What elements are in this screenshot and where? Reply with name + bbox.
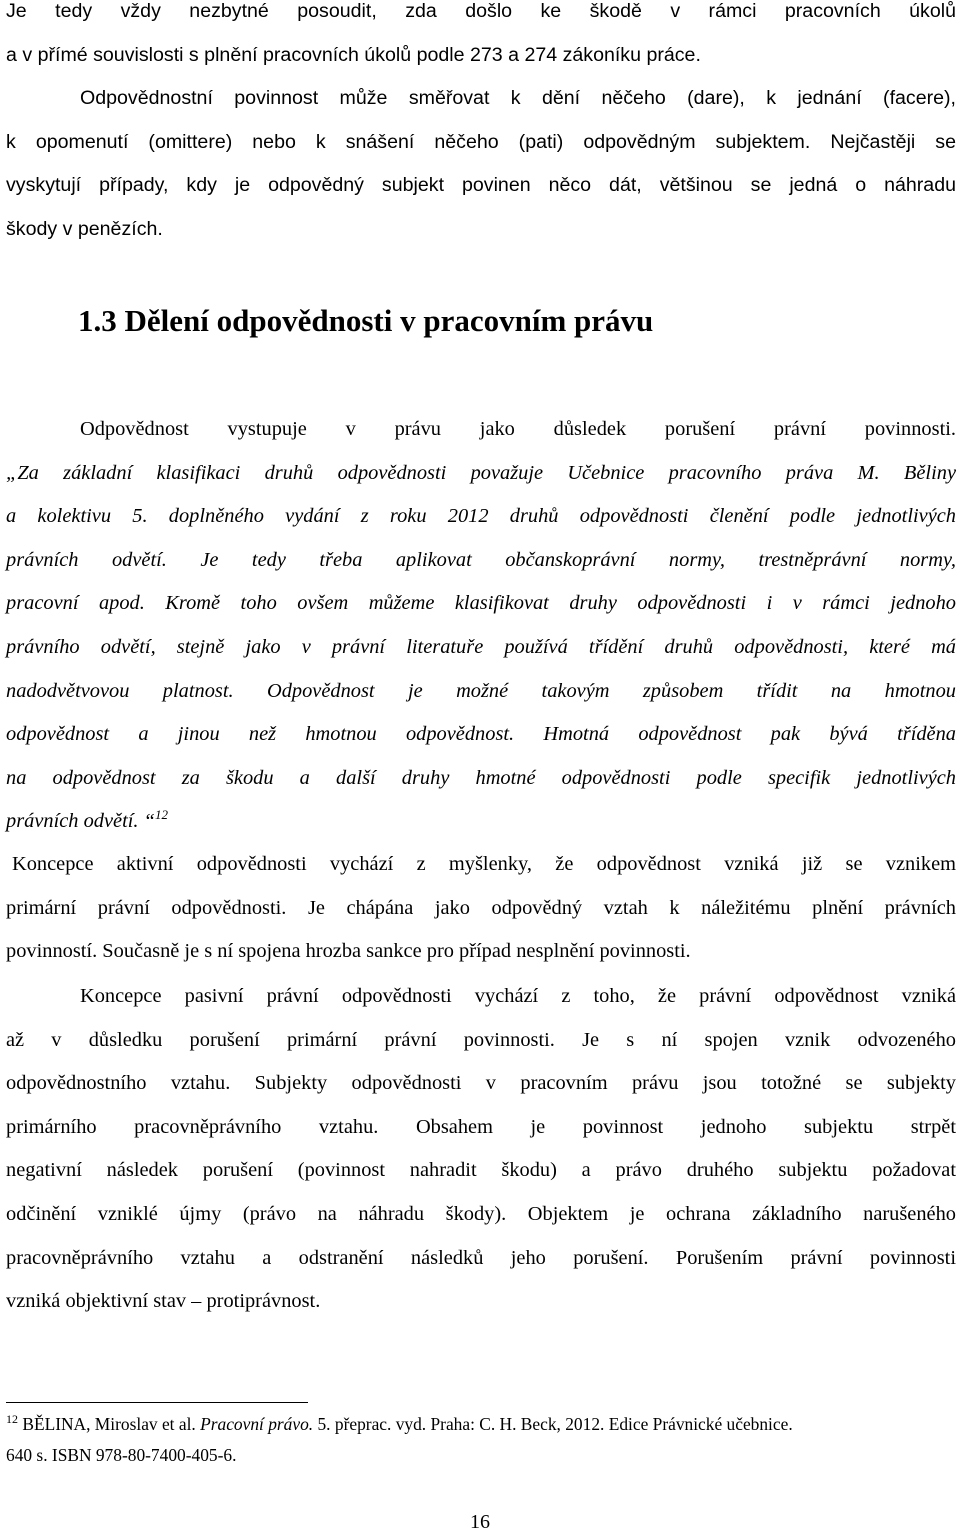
paragraph-fragment: Nejčastěji se bbox=[830, 130, 956, 153]
footnote-author: BĚLINA, Miroslav et al. bbox=[22, 1414, 196, 1434]
quote-fragment: právních odvětí. “ bbox=[6, 810, 155, 833]
paragraph-line: povinností. Současně je s ní spojena hrozba sankce pro případ nesplnění povinnosti. bbox=[6, 940, 691, 963]
paragraph-passive-liability bbox=[6, 975, 956, 1324]
paragraph-line: primární právní odpovědnosti. Je chápána jako odpovědný vztah k náležitému plnění právních bbox=[6, 896, 956, 919]
paragraph-intro bbox=[6, 0, 956, 77]
paragraph-line: odčinění vzniklé újmy (právo na náhradu škody). Objektem je ochrana základního narušeného bbox=[6, 1202, 956, 1225]
paragraph-line: Koncepce pasivní právní odpovědnosti vychází z toho, že právní odpovědnost vzniká bbox=[80, 985, 956, 1007]
page-number: 16 bbox=[470, 1511, 490, 1533]
paragraph-line: až v důsledku porušení primární právní povinnosti. Je s ní spojen vznik odvozeného bbox=[6, 1028, 956, 1051]
paragraph-classification bbox=[6, 408, 956, 844]
footnote bbox=[6, 1409, 956, 1471]
quote-line bbox=[6, 800, 956, 844]
quote-line: právního odvětí, stejně jako v právní literatuře používá třídění druhů odpovědnosti, které má bbox=[6, 635, 956, 658]
paragraph-line: primárního pracovněprávního vztahu. Obsahem je povinnost jednoho subjektu strpět bbox=[6, 1115, 956, 1138]
paragraph-line: Odpovědnost vystupuje v právu jako důsledek porušení právní povinnosti. bbox=[80, 418, 956, 440]
paragraph-line: škody v penězích. bbox=[6, 217, 163, 240]
paragraph-line: Koncepce aktivní odpovědnosti vychází z myšlenky, že odpovědnost vzniká již se vznikem bbox=[12, 853, 956, 875]
paragraph-obligation bbox=[6, 77, 956, 251]
paragraph-fragment: k opomenutí (omittere) nebo k snášení něčeho (pati) odpovědným subjektem. bbox=[6, 130, 811, 153]
footnote-title: Pracovní právo. bbox=[200, 1414, 314, 1434]
quote-line: pracovní apod. Kromě toho ovšem můžeme klasifikovat druhy odpovědnosti i v rámci jednoho bbox=[6, 592, 956, 615]
paragraph-line: vzniká objektivní stav – protiprávnost. bbox=[6, 1290, 321, 1313]
quote-line: právních odvětí. Je tedy třeba aplikovat občanskoprávní normy, trestněprávní normy, bbox=[6, 548, 956, 571]
quote-line: odpovědnost a jinou než hmotnou odpovědnost. Hmotná odpovědnost pak bývá tříděna bbox=[6, 723, 956, 746]
section-heading: 1.3 Dělení odpovědnosti v pracovním právu bbox=[78, 303, 654, 338]
quote-line: a kolektivu 5. doplněného vydání z roku 2012 druhů odpovědnosti členění podle jednotlivých bbox=[6, 505, 956, 528]
quote-line: „Za základní klasifikaci druhů odpovědnosti považuje Učebnice pracovního práva M. Běliny bbox=[6, 461, 956, 484]
footnote-publication: 5. přeprac. vyd. Praha: C. H. Beck, 2012. Edice Právnické učebnice. bbox=[317, 1414, 793, 1434]
paragraph-line: vyskytují případy, kdy je odpovědný subjekt povinen něco dát, většinou se jedná o náhradu bbox=[6, 174, 956, 197]
paragraph-line: pracovněprávního vztahu a odstranění následků jeho porušení. Porušením právní povinnosti bbox=[6, 1246, 956, 1269]
paragraph-line: odpovědnostního vztahu. Subjekty odpovědnosti v pracovním právu jsou totožné se subjekty bbox=[6, 1072, 956, 1095]
footnote-separator bbox=[6, 1402, 308, 1403]
paragraph-line: Odpovědnostní povinnost může směřovat k dění něčeho (dare), k jednání (facere), bbox=[80, 87, 956, 109]
paragraph-line bbox=[6, 121, 956, 165]
paragraph-line: a v přímé souvislosti s plnění pracovních úkolů podle 273 a 274 zákoníku práce. bbox=[6, 43, 701, 66]
paragraph-line: Je tedy vždy nezbytné posoudit, zda došlo ke škodě v rámci pracovních úkolů bbox=[6, 0, 956, 22]
paragraph-active-liability bbox=[6, 843, 956, 974]
footnote-line bbox=[6, 1409, 956, 1440]
footnote-number: 12 bbox=[6, 1412, 18, 1427]
paragraph-line: negativní následek porušení (povinnost nahradit škodu) a právo druhého subjektu požadovat bbox=[6, 1159, 956, 1182]
quote-line: na odpovědnost za škodu a další druhy hmotné odpovědnosti podle specifik jednotlivých bbox=[6, 766, 956, 789]
footnote-line: 640 s. ISBN 978-80-7400-405-6. bbox=[6, 1445, 237, 1465]
footnote-reference[interactable]: 12 bbox=[154, 807, 168, 823]
quote-line: nadodvětvovou platnost. Odpovědnost je možné takovým způsobem třídit na hmotnou bbox=[6, 679, 956, 702]
